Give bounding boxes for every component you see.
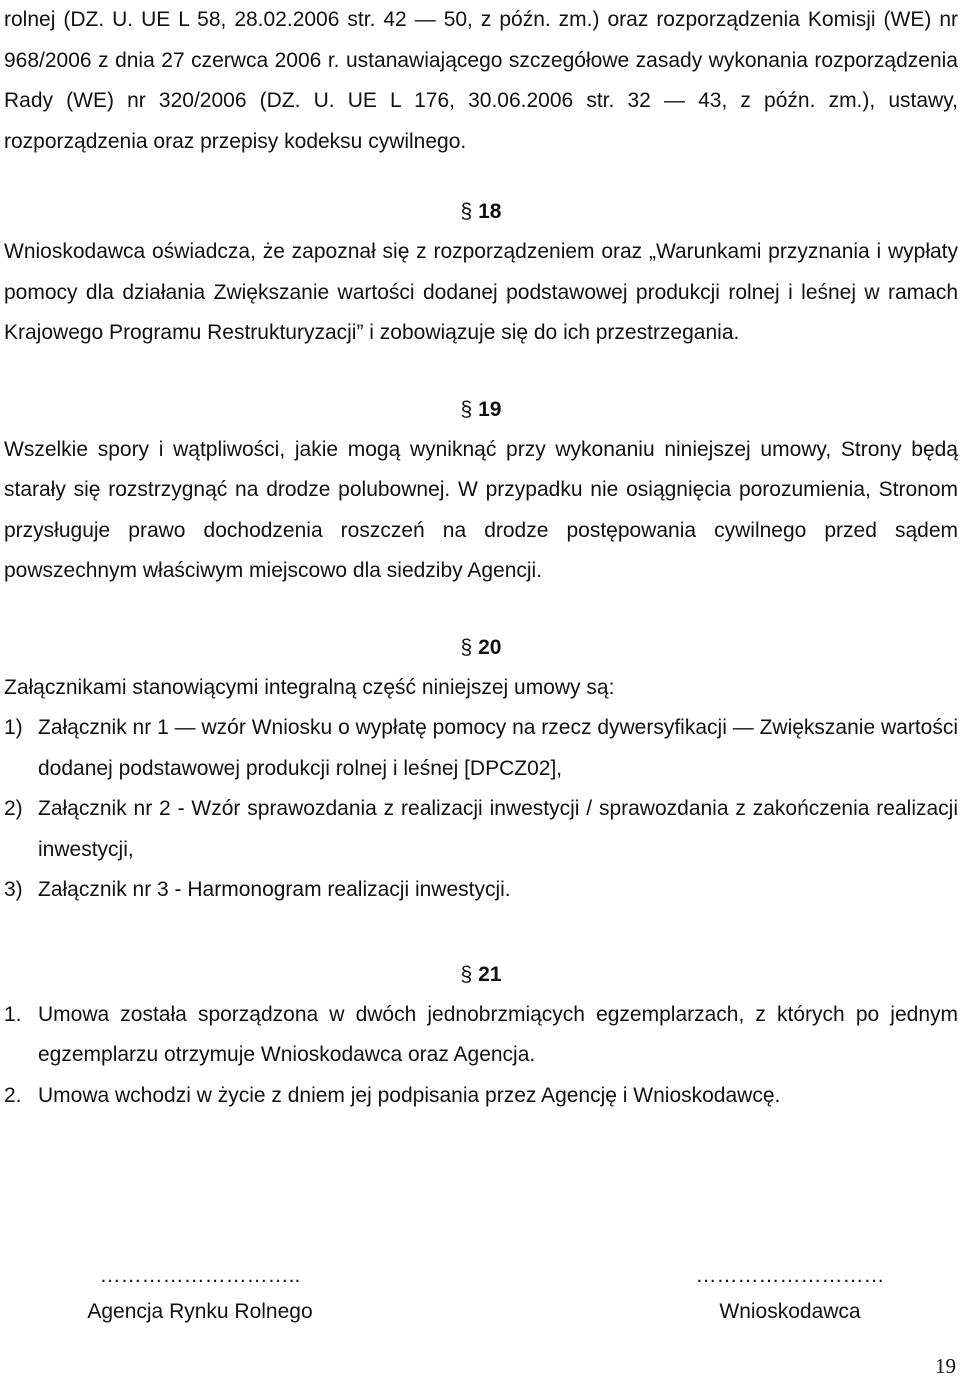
section-21-heading <box>4 955 958 995</box>
section-18-heading <box>4 192 958 232</box>
section-20-heading <box>4 628 958 668</box>
list-item-text: Załącznik nr 1 — wzór Wniosku o wypłatę pomocy na rzecz dywersyfikacji — Zwiększanie wartości dodanej podstawowej produkcji rolnej i leśnej [DPCZ02], <box>38 716 958 780</box>
list-item-text: Umowa została sporządzona w dwóch jednobrzmiących egzemplarzach, z których po jednym egzemplarzu otrzymuje Wnioskodawca oraz Agencja. <box>38 1002 958 1066</box>
paragraph-sign: § <box>460 962 473 986</box>
section-number: 18 <box>478 200 502 223</box>
section-19-text: Wszelkie spory i wątpliwości, jakie mogą wyniknąć przy wykonaniu niniejszej umowy, Strony będą starały się rozstrzygnąć na drodze polubownej. W przypadku nie osiągnięcia porozumienia, Stronom przysługuje prawo dochodzenia roszczeń na drodze postępowania cywilnego przed sądem powszechnym właściwym miejscowo dla siedziby Agencji. <box>4 437 958 582</box>
section-19-heading <box>4 390 958 430</box>
page-number: 19 <box>935 1354 956 1378</box>
signature-line: ……………………… <box>695 1264 885 1287</box>
signature-line: ……………………….. <box>99 1264 301 1287</box>
section-number: 21 <box>478 962 502 986</box>
signature-label: Wnioskodawca <box>719 1300 861 1323</box>
list-item-text: Załącznik nr 2 - Wzór sprawozdania z realizacji inwestycji / sprawozdania z zakończenia realizacji inwestycji, <box>38 797 958 861</box>
signature-agency <box>30 1258 370 1330</box>
list-item <box>4 708 958 789</box>
list-item <box>4 1076 958 1117</box>
section-20-lead: Załącznikami stanowiącymi integralną część niniejszej umowy są: <box>4 675 615 699</box>
section-18-text: Wnioskodawca oświadcza, że zapoznał się z rozporządzeniem oraz „Warunkami przyznania i wypłaty pomocy dla działania Zwiększanie wartości dodanej podstawowej produkcji rolnej i leśnej w ramach Krajowego Programu Restrukturyzacji” i zobowiązuje się do ich przestrzegania. <box>4 240 958 344</box>
list-item-text: Umowa wchodzi w życie z dniem jej podpisania przez Agencję i Wnioskodawcę. <box>38 1083 781 1107</box>
intro-paragraph: rolnej (DZ. U. UE L 58, 28.02.2006 str. 42 — 50, z późn. zm.) oraz rozporządzenia Komisji (WE) nr 968/2006 z dnia 27 czerwca 2006 r. ustanawiającego szczegółowe zasady wykonania rozporządzenia Rady (WE) nr 320/2006 (DZ. U. UE L 176, 30.06.2006 str. 32 — 43, z późn. zm.), ustawy, rozporządzenia oraz przepisy kodeksu cywilnego. <box>4 8 958 153</box>
list-item-number: 2) <box>4 797 23 820</box>
list-item-text: Załącznik nr 3 - Harmonogram realizacji inwestycji. <box>38 878 511 901</box>
list-item-number: 2. <box>4 1083 22 1107</box>
paragraph-sign: § <box>460 200 473 223</box>
signature-label: Agencja Rynku Rolnego <box>87 1300 313 1323</box>
section-number: 20 <box>478 635 502 659</box>
paragraph-sign: § <box>460 635 473 659</box>
paragraph-sign: § <box>460 397 473 421</box>
list-item-number: 1. <box>4 1002 22 1026</box>
list-item-number: 3) <box>4 878 23 901</box>
attachments-list <box>4 708 958 911</box>
document-page <box>4 0 958 1116</box>
list-item <box>4 995 958 1076</box>
signature-block <box>0 1258 958 1328</box>
final-provisions-list <box>4 995 958 1117</box>
list-item-number: 1) <box>4 716 23 739</box>
list-item <box>4 870 958 911</box>
signature-applicant <box>630 1258 950 1330</box>
list-item <box>4 789 958 870</box>
section-number: 19 <box>478 397 502 421</box>
